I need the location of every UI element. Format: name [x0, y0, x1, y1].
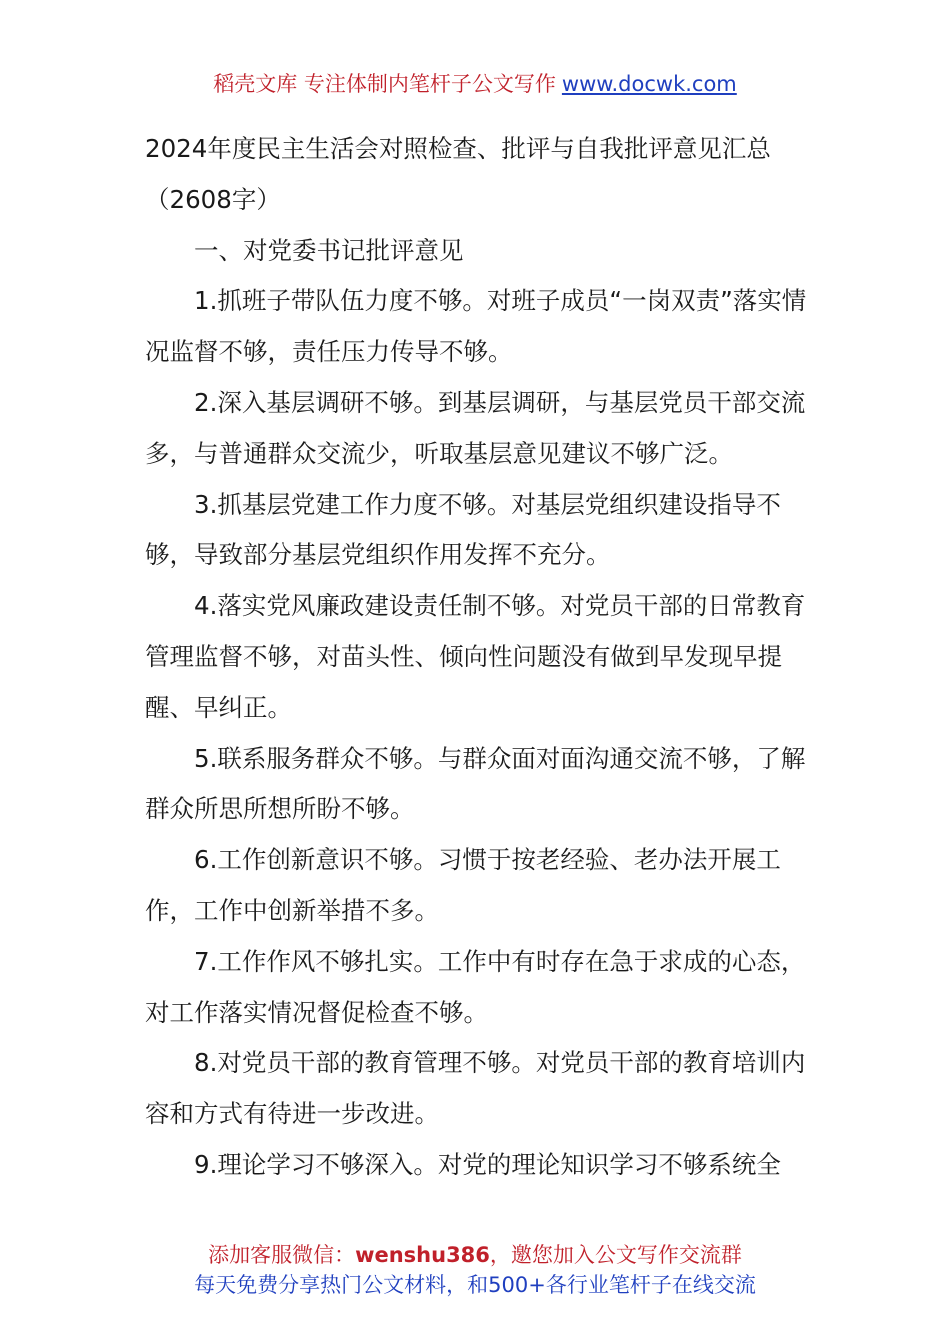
list-item: 2.深入基层调研不够。到基层调研，与基层党员干部交流多，与普通群众交流少，听取基层意见建议不够广泛。: [145, 387, 806, 468]
site-slogan: 稻壳文库 专注体制内笔杆子公文写作: [213, 72, 556, 96]
document-title: 2024年度民主生活会对照检查、批评与自我批评意见汇总（2608字）: [145, 134, 771, 214]
section-heading: 一、对党委书记批评意见: [194, 235, 464, 265]
list-item: 6.工作创新意识不够。习惯于按老经验、老办法开展工作，工作中创新举措不多。: [145, 845, 781, 925]
list-item: 5.联系服务群众不够。与群众面对面沟通交流不够，了解群众所思所想所盼不够。: [145, 743, 806, 824]
footer-suffix: ，邀您加入公文写作交流群: [489, 1243, 742, 1267]
footer-promo-line: 每天免费分享热门公文材料，和500+各行业笔杆子在线交流: [194, 1273, 756, 1297]
list-item: 1.抓班子带队伍力度不够。对班子成员“一岗双责”落实情况监督不够，责任压力传导不够。: [145, 286, 807, 367]
site-url-link[interactable]: www.docwk.com: [561, 72, 737, 96]
list-item: 9.理论学习不够深入。对党的理论知识学习不够系统全: [194, 1149, 781, 1179]
list-item: 4.落实党风廉政建设责任制不够。对党员干部的日常教育管理监督不够，对苗头性、倾向性问题没有做到早发现早提醒、早纠正。: [145, 591, 806, 722]
page-footer: [0, 1240, 950, 1300]
list-item: 3.抓基层党建工作力度不够。对基层党组织建设指导不够，导致部分基层党组织作用发挥不充分。: [145, 489, 781, 570]
footer-prefix: 添加客服微信：: [208, 1243, 356, 1267]
document-body: [145, 124, 810, 1191]
footer-contact-line: [0, 1240, 950, 1270]
list-item: 8.对党员干部的教育管理不够。对党员干部的教育培训内容和方式有待进一步改进。: [145, 1048, 806, 1129]
page-header: [0, 68, 950, 100]
wechat-id: wenshu386: [355, 1243, 490, 1267]
list-item: 7.工作作风不够扎实。工作中有时存在急于求成的心态，对工作落实情况督促检查不够。: [145, 946, 806, 1027]
